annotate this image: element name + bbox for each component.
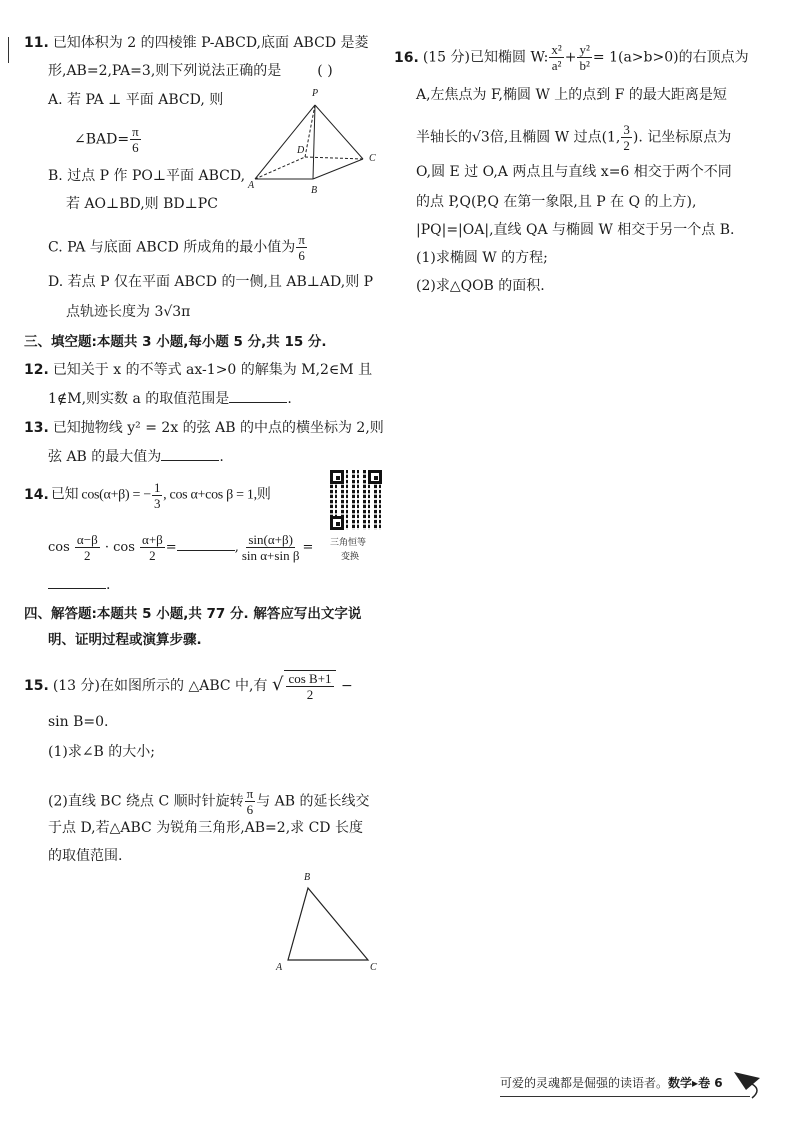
numerator: π <box>246 786 254 801</box>
q15-line1 <box>24 670 353 702</box>
label-d: D <box>297 145 305 156</box>
text: C. PA 与底面 ABCD 所成角的最小值为 <box>48 239 296 256</box>
fraction <box>296 232 307 263</box>
label-b: B <box>311 185 318 196</box>
triangle-abc <box>288 888 368 960</box>
text: ). 记坐标原点为 <box>632 129 732 146</box>
text: 已知关于 x 的不等式 ax-1>0 的解集为 M,2∈M 且 <box>52 362 373 378</box>
denominator: 2 <box>306 687 314 702</box>
text: = 1(a>b>0)的右顶点为 <box>592 49 749 66</box>
sqrt-sign: √ <box>271 674 284 695</box>
question-number: 12. <box>24 362 49 378</box>
fraction <box>140 532 165 563</box>
text: cos <box>48 540 70 555</box>
footer-paper: 卷 6 <box>698 1076 723 1090</box>
q16-line4: O,圆 E 过 O,A 两点且与直线 x=6 相交于两个不同 <box>416 164 732 180</box>
fraction <box>577 42 591 73</box>
text: (13 分)在如图所示的 △ABC 中,有 <box>52 678 268 694</box>
denominator: 6 <box>298 248 305 263</box>
text: 弦 AB 的最大值为 <box>48 449 162 465</box>
question-number: 15. <box>24 678 49 694</box>
q14-line2 <box>48 532 313 563</box>
numerator: 1 <box>153 480 161 495</box>
denominator: 2 <box>623 138 630 153</box>
fraction <box>245 786 256 817</box>
q13-line2 <box>48 446 224 467</box>
footer-rule <box>500 1096 750 1097</box>
q15-line2: sin B=0. <box>48 714 109 730</box>
text: = <box>302 540 314 555</box>
numerator: 3 <box>623 122 630 137</box>
denominator: 6 <box>246 802 254 817</box>
fraction <box>284 670 335 702</box>
section-4-heading-2: 明、证明过程或演算步骤. <box>48 632 202 648</box>
text: 与 AB 的延长线交 <box>256 793 370 810</box>
text: 半轴长的√3倍,且椭圆 W 过点(1, <box>416 129 621 146</box>
edge-pc <box>315 105 363 159</box>
qr-finder <box>330 470 344 484</box>
q15-part2-3: 的取值范围. <box>48 848 123 864</box>
q16-line6: |PQ|=|OA|,直线 QA 与椭圆 W 相交于另一个点 B. <box>416 222 735 238</box>
question-number: 16. <box>394 49 419 66</box>
question-number: 13. <box>24 420 49 436</box>
numerator: sin(α+β) <box>248 532 293 547</box>
q11-option-a: A. 若 PA ⊥ 平面 ABCD, 则 <box>48 92 224 108</box>
text: + <box>564 49 577 66</box>
section-3-heading: 三、填空题:本题共 3 小题,每小题 5 分,共 15 分. <box>24 334 327 350</box>
label-a: A <box>276 962 283 973</box>
numerator: π <box>132 124 139 139</box>
label-c: C <box>369 153 376 164</box>
q15-part2 <box>48 786 370 817</box>
numerator: y² <box>579 42 590 57</box>
q16-line3 <box>416 122 731 153</box>
section-4-heading: 四、解答题:本题共 5 小题,共 77 分. 解答应写出文字说 <box>24 606 362 622</box>
answer-paren: ( ) <box>317 63 333 79</box>
label-b: B <box>304 872 311 883</box>
qr-caption-2: 变换 <box>341 552 360 562</box>
edge-ad <box>255 157 305 179</box>
text: . <box>287 391 292 407</box>
denominator: 2 <box>84 548 91 563</box>
footer <box>500 1074 723 1091</box>
q12-line1 <box>24 360 372 380</box>
numerator: x² <box>551 42 562 57</box>
q15-part1: (1)求∠B 的大小; <box>48 744 156 760</box>
fraction <box>152 480 162 511</box>
edge-bc <box>313 159 363 179</box>
text: 1∉M,则实数 a 的取值范围是 <box>48 391 230 407</box>
answer-blank <box>229 388 287 403</box>
denominator: b² <box>579 58 590 73</box>
footer-motto: 可爱的灵魂都是倔强的读语者。 <box>500 1076 669 1090</box>
edge-pa <box>255 105 315 179</box>
q16-part2: (2)求△QOB 的面积. <box>416 278 545 294</box>
numerator: π <box>298 232 305 247</box>
q11-option-b-2: 若 AO⊥BD,则 BD⊥PC <box>66 196 218 212</box>
text: 已知体积为 2 的四棱锥 P-ABCD,底面 ABCD 是菱 <box>52 35 369 51</box>
answer-blank <box>48 574 106 589</box>
label-p: P <box>312 88 319 99</box>
numerator: α−β <box>76 532 98 547</box>
footer-subject: 数学 <box>668 1076 693 1090</box>
label-c: C <box>370 962 377 973</box>
arrow-icon: ▸ <box>692 1076 699 1090</box>
q14-line3 <box>48 574 110 595</box>
q16-part1: (1)求椭圆 W 的方程; <box>416 250 548 266</box>
denominator: 3 <box>153 496 161 511</box>
q16-line2: A,左焦点为 F,椭圆 W 上的点到 F 的最大距离是短 <box>416 87 727 103</box>
q16-line5: 的点 P,Q(P,Q 在第一象限,且 P 在 Q 的上方), <box>416 194 697 210</box>
fraction <box>621 122 632 153</box>
q11-option-d-2: 点轨迹长度为 3√3π <box>66 304 191 320</box>
q16-line1 <box>394 42 749 73</box>
label-a: A <box>248 180 255 191</box>
text: 形,AB=2,PA=3,则下列说法正确的是 <box>48 63 282 79</box>
text: (2)直线 BC 绕点 C 顺时针旋转 <box>48 793 244 810</box>
text: . <box>106 577 111 593</box>
q11-option-c <box>48 232 308 263</box>
q15-part2-2: 于点 D,若△ABC 为锐角三角形,AB=2,求 CD 长度 <box>48 820 363 836</box>
qr-finder <box>330 516 344 530</box>
denominator: 6 <box>132 140 139 155</box>
text: , <box>234 540 239 555</box>
text: · cos <box>104 540 135 555</box>
text: ∠BAD= <box>74 131 130 148</box>
denominator: sin α+sin β <box>241 548 300 563</box>
qr-caption-1: 三角恒等 <box>330 538 367 548</box>
text: (15 分)已知椭圆 W: <box>422 49 549 66</box>
text: 已知抛物线 y² = 2x 的弦 AB 的中点的横坐标为 2,则 <box>52 420 384 436</box>
text: = <box>165 540 177 555</box>
denominator: a² <box>551 58 562 73</box>
q14-line1 <box>24 480 271 511</box>
answer-blank <box>161 446 219 461</box>
q13-line1 <box>24 418 384 438</box>
text: , cos α+cos β = 1,则 <box>163 487 271 503</box>
denominator: 2 <box>149 548 156 563</box>
text: − <box>340 678 353 694</box>
numerator: α+β <box>142 532 163 547</box>
question-number: 14. <box>24 486 49 503</box>
qr-code[interactable] <box>330 470 382 530</box>
paper-plane-icon <box>730 1068 766 1100</box>
fraction <box>549 42 563 73</box>
answer-blank <box>177 536 235 551</box>
text: 已知 cos(α+β) = − <box>50 487 151 503</box>
q11-option-d: D. 若点 P 仅在平面 ABCD 的一侧,且 AB⊥AD,则 P <box>48 274 374 290</box>
qr-finder <box>368 470 382 484</box>
numerator: cos B+1 <box>288 671 332 686</box>
q11-option-b: B. 过点 P 作 PO⊥平面 ABCD, <box>48 168 246 184</box>
text: . <box>219 449 224 465</box>
question-number: 11. <box>24 35 49 51</box>
fraction <box>240 532 302 563</box>
pyramid-figure <box>0 0 400 200</box>
q12-line2 <box>48 388 292 409</box>
fraction <box>75 532 100 563</box>
